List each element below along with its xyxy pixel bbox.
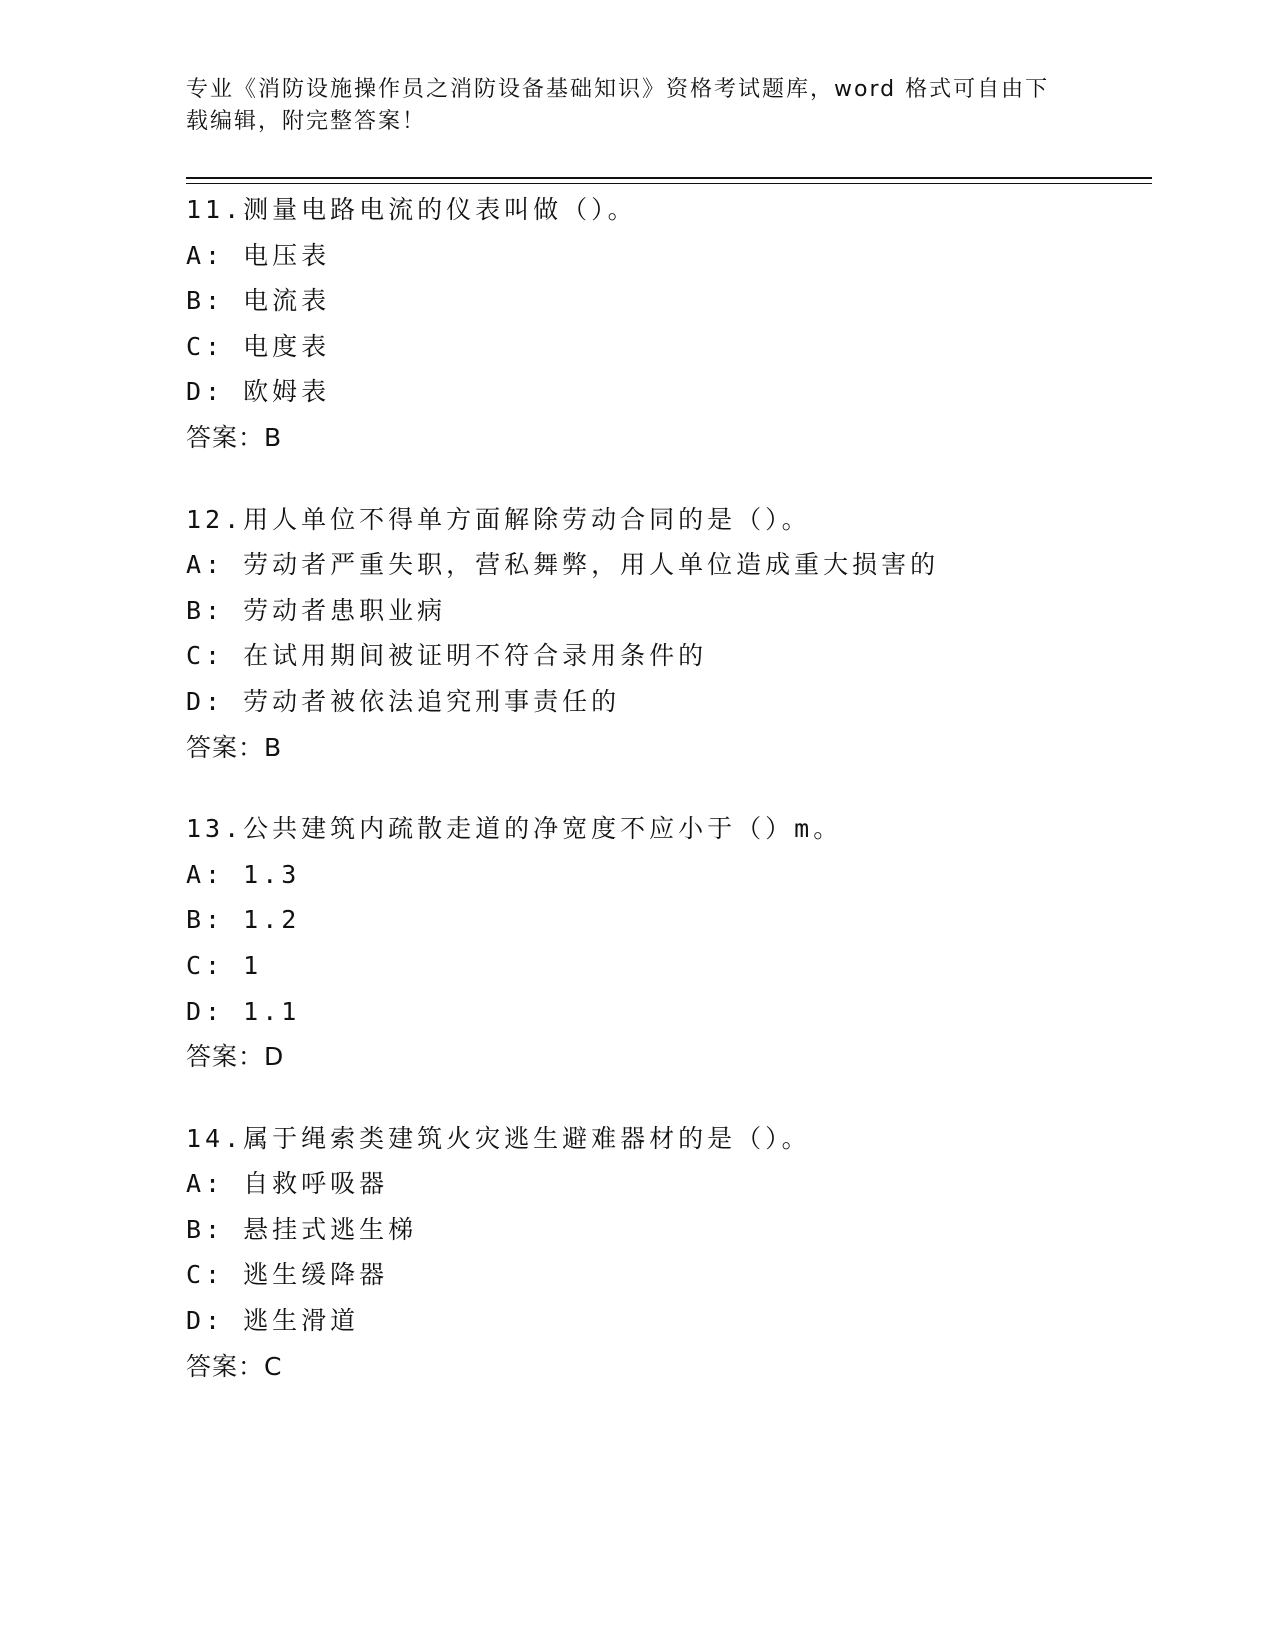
option-a: A: 电压表 [186, 240, 331, 270]
answer-value: B [264, 422, 283, 452]
option-d: D: 劳动者被依法追究刑事责任的 [186, 686, 621, 716]
header-line-1: 专业《消防设施操作员之消防设备基础知识》资格考试题库，word 格式可自由下 [186, 77, 1050, 102]
answer-value: C [264, 1351, 283, 1381]
option-d: D: 欧姆表 [186, 377, 331, 407]
answer-label: 答案： [186, 1042, 265, 1072]
option-a: A: 劳动者严重失职，营私舞弊，用人单位造成重大损害的 [186, 550, 940, 580]
answer-line [186, 1034, 1146, 1080]
option-d: D: 逃生滑道 [186, 1306, 360, 1336]
answer-label: 答案： [186, 422, 265, 452]
question-11 [186, 187, 1146, 461]
option-b: B: 电流表 [186, 286, 331, 316]
header-line-2: 载编辑，附完整答案！ [186, 109, 427, 134]
option-a: A: 自救呼吸器 [186, 1169, 389, 1199]
answer-label: 答案： [186, 732, 265, 762]
header-divider-thin [186, 183, 1152, 184]
option-b: B: 悬挂式逃生梯 [186, 1214, 418, 1244]
document-header [186, 74, 1086, 138]
answer-line [186, 725, 1146, 771]
question-stem: 14.属于绳索类建筑火灾逃生避难器材的是（）。 [186, 1123, 811, 1153]
answer-label: 答案： [186, 1351, 265, 1381]
option-c: C: 1 [186, 950, 263, 980]
option-b: B: 劳动者患职业病 [186, 595, 447, 625]
header-divider-thick [186, 177, 1152, 179]
question-stem: 11.测量电路电流的仪表叫做（）。 [186, 195, 637, 224]
answer-line [186, 1344, 1146, 1390]
option-d: D: 1.1 [186, 996, 301, 1026]
option-a: A: 1.3 [186, 859, 301, 889]
question-stem: 12.用人单位不得单方面解除劳动合同的是（）。 [186, 504, 811, 534]
option-c: C: 电度表 [186, 331, 331, 361]
question-14 [186, 1116, 1146, 1390]
option-c: C: 逃生缓降器 [186, 1260, 389, 1290]
question-list [186, 187, 1146, 1425]
question-stem: 13.公共建筑内疏散走道的净宽度不应小于（）m。 [186, 814, 843, 844]
answer-value: B [264, 732, 283, 762]
question-12 [186, 497, 1146, 771]
answer-value: D [264, 1042, 285, 1072]
answer-line [186, 415, 1146, 461]
question-13 [186, 806, 1146, 1080]
option-c: C: 在试用期间被证明不符合录用条件的 [186, 641, 708, 671]
option-b: B: 1.2 [186, 905, 301, 935]
